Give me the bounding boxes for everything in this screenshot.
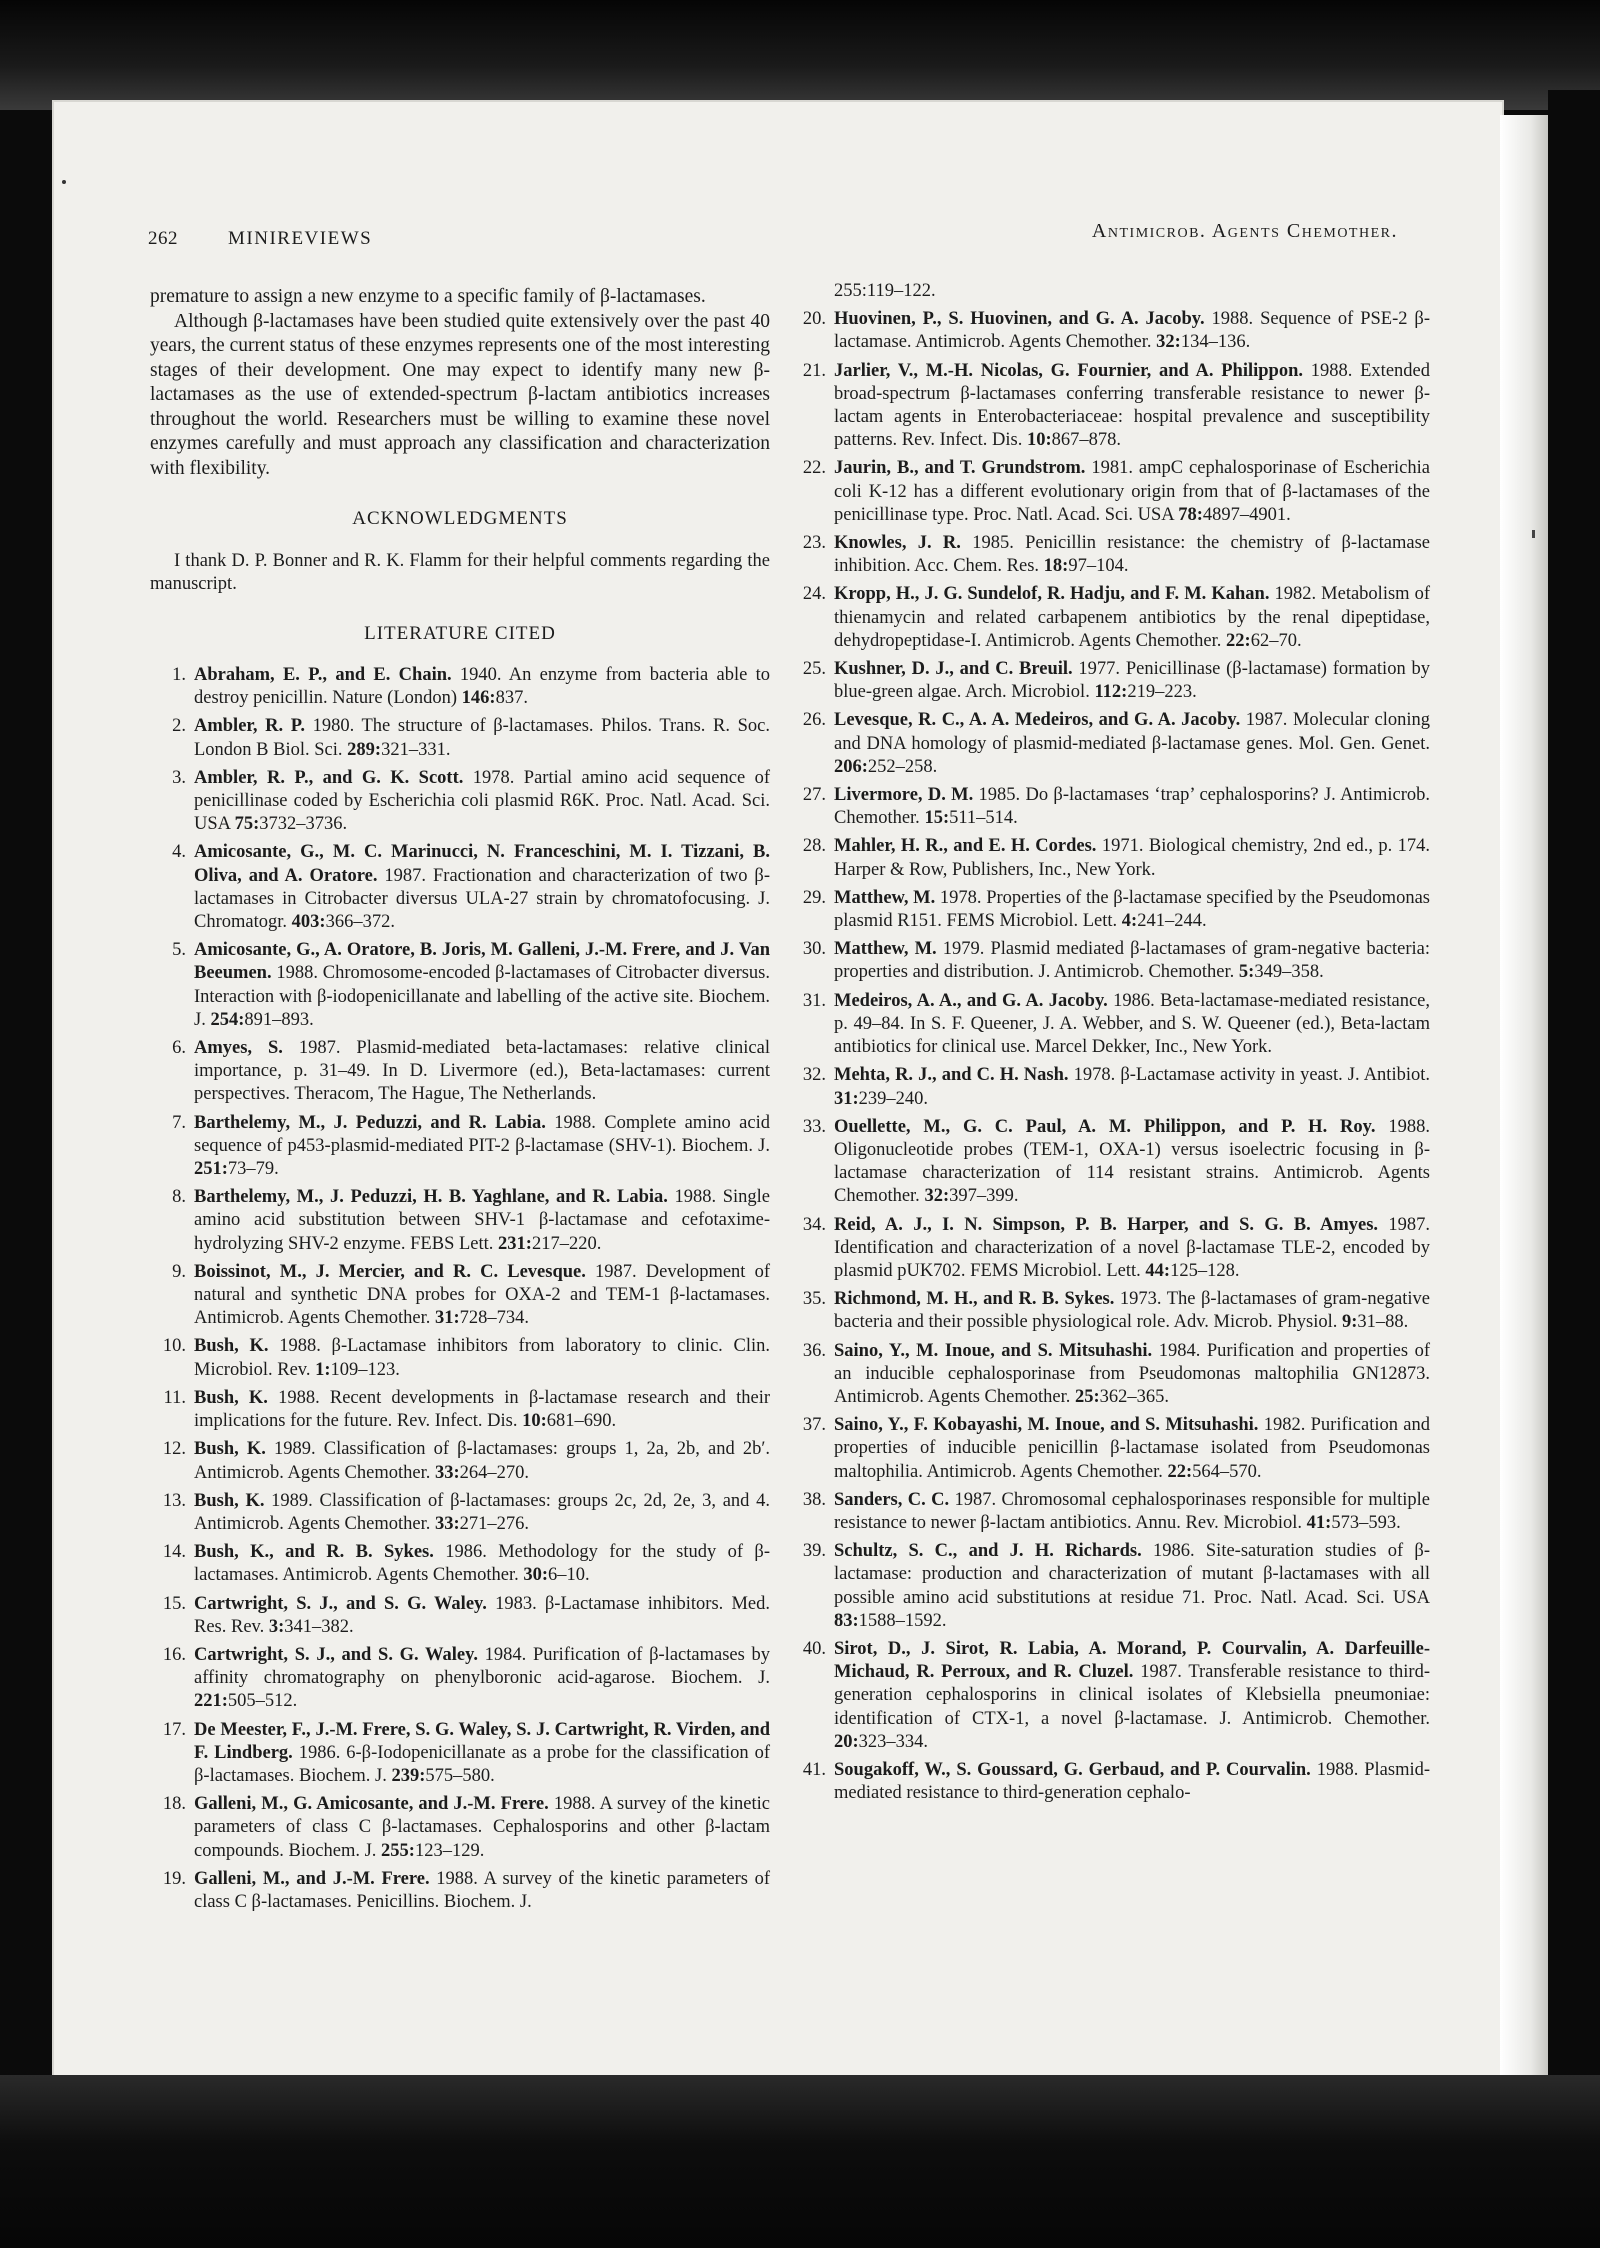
reference-volume: 146: xyxy=(461,688,496,709)
reference-authors: Cartwright, S. J., and S. G. Waley. xyxy=(194,1644,478,1665)
reference-pages: 728–734. xyxy=(459,1308,530,1329)
reference-pages: 321–331. xyxy=(381,739,451,760)
reference-item xyxy=(150,1490,770,1536)
reference-text: 1988. Extended broad-spectrum β-lactamases conferring transferable resistance to newer β-lactam agents in Enterobacteriaceae: hospital prevalence and susceptibility patterns. Rev. Infect. Dis. xyxy=(834,360,1430,451)
reference-item xyxy=(150,841,770,934)
reference-authors: Amicosante, G., A. Oratore, B. Joris, M. Galleni, J.-M. Frere, and J. Van Beeumen. xyxy=(194,940,770,984)
reference-number: 5. xyxy=(172,940,186,961)
reference-text: 1988. Sequence of PSE-2 β-lactamase. Antimicrob. Agents Chemother. xyxy=(834,309,1430,353)
reference-text: 1988. Recent developments in β-lactamase research and their implications for the future. Rev. Infect. Dis. xyxy=(194,1387,771,1432)
reference-item xyxy=(790,658,1430,704)
section-title: MINIREVIEWS xyxy=(228,228,373,249)
running-header xyxy=(148,220,1398,258)
reference-authors: Ambler, R. P., and G. K. Scott. xyxy=(194,767,464,788)
reference-item xyxy=(790,709,1430,779)
reference-text: 1973. The β-lactamases of gram-negative bacteria and their possible physiological role. Adv. Microb. Physiol. xyxy=(834,1289,1430,1333)
reference-volume: 251: xyxy=(194,1159,228,1180)
reference-text: 1977. Penicillinase (β-lactamase) formation by blue-green algae. Arch. Microbiol. xyxy=(834,659,1430,703)
reference-number: 12. xyxy=(162,1439,186,1460)
reference-volume: 10: xyxy=(522,1411,547,1432)
reference-item xyxy=(150,1593,770,1639)
reference-item xyxy=(150,664,770,710)
reference-number: 34. xyxy=(802,1214,826,1235)
acknowledgments-text: I thank D. P. Bonner and R. K. Flamm for their helpful comments regarding the manuscript. xyxy=(150,550,770,594)
reference-number: 31. xyxy=(802,990,826,1011)
reference-volume: 18: xyxy=(1043,556,1069,577)
reference-authors: Saino, Y., M. Inoue, and S. Mitsuhashi. xyxy=(834,1340,1153,1361)
reference-volume: 9: xyxy=(1341,1312,1358,1333)
reference-text: 1989. Classification of β-lactamases: groups 1, 2a, 2b, and 2b′. Antimicrob. Agents Chemother. xyxy=(194,1439,770,1483)
reference-authors: Livermore, D. M. xyxy=(834,785,974,806)
acknowledgments-heading: ACKNOWLEDGMENTS xyxy=(352,508,568,529)
reference-authors: Sougakoff, W., S. Goussard, G. Gerbaud, and P. Courvalin. xyxy=(834,1759,1311,1780)
reference-number: 1. xyxy=(172,665,186,685)
reference-volume: 32: xyxy=(1156,332,1181,353)
reference-item xyxy=(790,1638,1430,1754)
reference-authors: Boissinot, M., J. Mercier, and R. C. Levesque. xyxy=(194,1261,586,1282)
reference-authors: Ambler, R. P. xyxy=(194,716,305,737)
reference-text: 1987. Identification and characterization of a novel β-lactamase TLE-2, encoded by plasmid pUK702. FEMS Microbiol. Lett. xyxy=(834,1214,1431,1281)
reference-text: 1971. Biological chemistry, 2nd ed., p. 174. Harper & Row, Publishers, Inc., New York. xyxy=(834,836,1430,880)
reference-volume: 32: xyxy=(924,1186,950,1207)
reference-authors: Barthelemy, M., J. Peduzzi, and R. Labia. xyxy=(194,1112,546,1133)
reference-pages: 109–123. xyxy=(330,1359,400,1380)
reference-text: 1985. Do β-lactamases ‘trap’ cephalosporins? J. Antimicrob. Chemother. xyxy=(834,785,1430,829)
reference-volume: 33: xyxy=(435,1513,460,1534)
reference-authors: Bush, K. xyxy=(194,1439,266,1460)
reference-text: 1984. Purification and properties of an inducible cephalosporinase from Pseudomonas maltophilia GN12873. Antimicrob. Agents Chemother. xyxy=(834,1340,1431,1407)
reference-authors: Matthew, M. xyxy=(834,887,936,908)
reference-number: 4. xyxy=(172,842,186,863)
reference-authors: Amyes, S. xyxy=(194,1038,283,1059)
reference-number: 6. xyxy=(172,1038,186,1059)
reference-volume: 78: xyxy=(1178,504,1203,525)
reference-item xyxy=(790,1214,1430,1284)
reference-volume: 403: xyxy=(291,912,326,933)
reference-list-right xyxy=(790,308,1430,1805)
reference-number: 17. xyxy=(162,1719,186,1740)
reference-item xyxy=(790,583,1430,653)
reference-pages: 217–220. xyxy=(531,1233,602,1254)
reference-pages: 397–399. xyxy=(949,1186,1019,1207)
reference-text: 1989. Classification of β-lactamases: groups 2c, 2d, 2e, 3, and 4. Antimicrob. Agents Chemother. xyxy=(194,1490,770,1534)
reference-text: 1987. Molecular cloning and DNA homology of plasmid-mediated β-lactamase genes. Mol. Gen. Genet. xyxy=(834,710,1431,754)
reference-number: 21. xyxy=(802,360,826,381)
reference-text: 1987. Fractionation and characterization of two β-lactamases in Citrobacter diversus ULA-27 strain by chromatofocusing. J. Chromatogr. xyxy=(194,865,771,933)
reference-item xyxy=(790,360,1430,453)
reference-number: 40. xyxy=(802,1638,826,1659)
reference-authors: Bush, K. xyxy=(194,1490,265,1511)
reference-volume: 44: xyxy=(1145,1260,1171,1281)
reference-number: 8. xyxy=(172,1187,186,1208)
literature-heading: LITERATURE CITED xyxy=(364,622,556,644)
reference-text: 1987. Chromosomal cephalosporinases responsible for multiple resistance to newer β-lactam antibiotics. Annu. Rev. Microbiol. xyxy=(834,1489,1431,1533)
reference-volume: 231: xyxy=(498,1233,532,1254)
reference-authors: Bush, K., and R. B. Sykes. xyxy=(194,1542,434,1563)
scan-border-bottom xyxy=(0,2075,1600,2248)
reference-authors: Ouellette, M., G. C. Paul, A. M. Philippon, and P. H. Roy. xyxy=(834,1116,1376,1137)
reference-authors: Levesque, R. C., A. A. Medeiros, and G. A. Jacoby. xyxy=(834,710,1241,731)
reference-pages: 241–244. xyxy=(1137,911,1207,932)
reference-item xyxy=(790,1116,1430,1209)
reference-pages: 1588–1592. xyxy=(858,1610,947,1631)
reference-authors: Sirot, D., J. Sirot, R. Labia, A. Morand, P. Courvalin, A. Darfeuille-Michaud, R. Perroux, and R. Cluzel. xyxy=(834,1638,1430,1683)
reference-pages: 564–570. xyxy=(1192,1461,1262,1482)
reference-authors: Bush, K. xyxy=(194,1336,269,1357)
reference-pages: 891–893. xyxy=(244,1009,314,1030)
reference-pages: 219–223. xyxy=(1127,682,1197,703)
reference-pages: 573–593. xyxy=(1331,1512,1401,1533)
reference-item xyxy=(790,457,1430,527)
reference-number: 37. xyxy=(802,1415,826,1436)
reference-text: 1986. 6-β-Iodopenicillanate as a probe for the classification of β-lactamases. Biochem. J. xyxy=(194,1742,770,1786)
reference-text: 1940. An enzyme from bacteria able to destroy penicillin. Nature (London) xyxy=(194,665,771,709)
reference-text: 1988. Plasmid-mediated resistance to third-generation cephalo- xyxy=(834,1759,1431,1804)
reference-authors: Mahler, H. R., and E. H. Cordes. xyxy=(834,836,1097,857)
reference-pages: 6–10. xyxy=(548,1565,590,1586)
reference-number: 35. xyxy=(802,1289,826,1310)
reference-number: 20. xyxy=(802,309,826,330)
body-paragraph: premature to assign a new enzyme to a specific family of β-lactamases. xyxy=(150,286,706,307)
reference-volume: 31: xyxy=(834,1088,859,1109)
reference-number: 3. xyxy=(172,767,186,788)
reference-item xyxy=(790,784,1430,830)
reference-volume: 254: xyxy=(210,1009,245,1030)
reference-authors: Jaurin, B., and T. Grundstrom. xyxy=(834,458,1086,479)
reference-item xyxy=(150,767,770,837)
reference-pages: 239–240. xyxy=(858,1088,929,1109)
reference-authors: Knowles, J. R. xyxy=(834,533,961,554)
reference-item xyxy=(150,1335,770,1381)
reference-item xyxy=(150,1793,770,1863)
reference-pages: 123–129. xyxy=(414,1840,485,1861)
reference-item xyxy=(150,1387,770,1433)
reference-item xyxy=(790,532,1430,578)
reference-volume: 255: xyxy=(381,1840,415,1861)
reference-volume: 289: xyxy=(347,739,382,760)
reference-authors: De Meester, F., J.-M. Frere, S. G. Waley, S. J. Cartwright, R. Virden, and F. Lindberg. xyxy=(194,1719,770,1763)
reference-text: 1980. The structure of β-lactamases. Philos. Trans. R. Soc. London B Biol. Sci. xyxy=(194,716,770,760)
reference-authors: Abraham, E. P., and E. Chain. xyxy=(194,665,452,685)
reference-volume: 221: xyxy=(194,1691,228,1712)
reference-pages: 62–70. xyxy=(1250,630,1302,651)
reference-item xyxy=(790,938,1430,984)
reference-text: 1988. β-Lactamase inhibitors from laboratory to clinic. Clin. Microbiol. Rev. xyxy=(194,1336,770,1380)
reference-pages: 323–334. xyxy=(858,1731,929,1752)
scan-border-top xyxy=(0,0,1600,110)
reference-pages: 681–690. xyxy=(546,1411,617,1432)
reference-authors: Kropp, H., J. G. Sundelof, R. Hadju, and F. M. Kahan. xyxy=(834,584,1270,605)
reference-item xyxy=(150,1719,770,1789)
reference-pages: 252–258. xyxy=(867,756,938,777)
reference-authors: Amicosante, G., M. C. Marinucci, N. Franceschini, M. I. Tizzani, B. Oliva, and A. Oratore. xyxy=(194,842,770,886)
reference-authors: Kushner, D. J., and C. Breuil. xyxy=(834,659,1073,680)
reference-authors: Bush, K. xyxy=(194,1387,268,1408)
reference-pages: 575–580. xyxy=(425,1765,495,1786)
reference-list-left xyxy=(150,664,770,1914)
reference-text: 1986. Methodology for the study of β-lactamases. Antimicrob. Agents Chemother. xyxy=(194,1542,770,1586)
reference-number: 32. xyxy=(802,1065,826,1086)
reference-pages: 837. xyxy=(495,688,528,709)
reference-number: 41. xyxy=(802,1759,826,1780)
reference-item xyxy=(790,1288,1430,1334)
reference-pages: 341–382. xyxy=(284,1616,354,1637)
reference-volume: 3: xyxy=(268,1616,285,1637)
reference-volume: 83: xyxy=(834,1610,859,1631)
reference-number: 33. xyxy=(802,1116,826,1137)
reference-number: 13. xyxy=(162,1490,186,1511)
reference-item xyxy=(790,1759,1430,1805)
reference-authors: Saino, Y., F. Kobayashi, M. Inoue, and S. Mitsuhashi. xyxy=(834,1415,1259,1436)
reference-authors: Huovinen, P., S. Huovinen, and G. A. Jacoby. xyxy=(834,309,1205,330)
reference-item xyxy=(150,1112,770,1182)
reference-item xyxy=(790,835,1430,881)
reference-volume: 5: xyxy=(1238,962,1255,983)
reference-continuation: 255:119–122. xyxy=(834,281,936,301)
reference-number: 19. xyxy=(162,1868,186,1889)
reference-number: 27. xyxy=(802,785,826,806)
reference-text: 1978. Partial amino acid sequence of penicillinase coded by Escherichia coli plasmid R6K. Proc. Natl. Acad. Sci. USA xyxy=(194,767,770,835)
reference-volume: 15: xyxy=(924,808,950,829)
reference-text: 1982. Metabolism of thienamycin and related carbapenem antibiotics by the renal dipeptidase, dehydropeptidase-I. Antimicrob. Agents Chemother. xyxy=(834,584,1430,651)
reference-text: 1978. β-Lactamase activity in yeast. J. Antibiot. xyxy=(1068,1065,1430,1086)
reference-text: 1983. β-Lactamase inhibitors. Med. Res. Rev. xyxy=(194,1593,770,1637)
reference-item xyxy=(790,887,1430,933)
reference-volume: 10: xyxy=(1027,430,1052,451)
reference-number: 9. xyxy=(172,1261,186,1282)
reference-item xyxy=(150,939,770,1032)
reference-number: 29. xyxy=(802,887,826,908)
reference-pages: 31–88. xyxy=(1357,1312,1409,1333)
reference-pages: 125–128. xyxy=(1170,1260,1240,1281)
reference-authors: Barthelemy, M., J. Peduzzi, H. B. Yaghlane, and R. Labia. xyxy=(194,1187,668,1208)
reference-item xyxy=(150,1644,770,1714)
reference-pages: 134–136. xyxy=(1180,332,1251,353)
reference-text: 1978. Properties of the β-lactamase specified by the Pseudomonas plasmid R151. FEMS Microbiol. Lett. xyxy=(834,887,1430,932)
reference-pages: 97–104. xyxy=(1068,556,1129,577)
reference-pages: 349–358. xyxy=(1254,962,1324,983)
reference-item xyxy=(150,1868,770,1914)
body-paragraph: Although β-lactamases have been studied quite extensively over the past 40 years, the current status of these enzymes represents one of the most interesting stages of their development. One may expect to identify many new β-lactamases as the use of extended-spectrum β-lactam antibiotics increases throughout the world. Researchers must be willing to examine these novel enzymes carefully and must approach any classification and characterization with flexibility. xyxy=(150,310,771,479)
reference-number: 22. xyxy=(802,458,826,479)
reference-item xyxy=(150,715,770,761)
reference-text: 1988. A survey of the kinetic parameters of class C β-lactamases. Cephalosporins and other β-lactam compounds. Biochem. J. xyxy=(194,1794,770,1861)
reference-number: 11. xyxy=(163,1387,186,1408)
reference-authors: Galleni, M., and J.-M. Frere. xyxy=(194,1868,430,1889)
reference-item xyxy=(790,1064,1430,1110)
left-column xyxy=(150,285,770,1919)
reference-text: 1988. Complete amino acid sequence of p453-plasmid-mediated PIT-2 β-lactamase (SHV-1). Biochem. J. xyxy=(194,1112,770,1156)
reference-authors: Matthew, M. xyxy=(834,939,937,960)
reference-volume: 22: xyxy=(1167,1461,1193,1482)
reference-volume: 25: xyxy=(1075,1386,1100,1407)
reference-item xyxy=(790,308,1430,354)
page-edge-strip xyxy=(1500,115,1552,2100)
right-column xyxy=(790,280,1430,1810)
reference-item xyxy=(150,1541,770,1587)
reference-number: 7. xyxy=(172,1112,186,1133)
reference-number: 38. xyxy=(802,1489,826,1510)
reference-item xyxy=(150,1438,770,1484)
reference-text: 1988. Oligonucleotide probes (TEM-1, OXA-1) versus isoelectric focusing in β-lactamase characterization of 114 resistant strains. Antimicrob. Agents Chemother. xyxy=(834,1116,1430,1207)
reference-volume: 22: xyxy=(1226,630,1251,651)
reference-number: 14. xyxy=(162,1542,186,1563)
reference-item xyxy=(790,990,1430,1060)
reference-authors: Sanders, C. C. xyxy=(834,1489,950,1510)
scan-mark xyxy=(1532,530,1535,538)
reference-text: 1981. ampC cephalosporinase of Escherichia coli K-12 has a different evolutionary origin from that of β-lactamases of the penicillinase type. Proc. Natl. Acad. Sci. USA xyxy=(834,458,1430,525)
reference-item xyxy=(150,1261,770,1331)
reference-text: 1986. Beta-lactamase-mediated resistance, p. 49–84. In S. F. Queener, J. A. Webber, and S. W. Queener (ed.), Beta-lactam antibiotics for clinical use. Marcel Dekker, Inc., New York. xyxy=(834,990,1430,1058)
reference-authors: Richmond, M. H., and R. B. Sykes. xyxy=(834,1289,1115,1310)
reference-authors: Galleni, M., G. Amicosante, and J.-M. Frere. xyxy=(194,1794,549,1815)
reference-volume: 206: xyxy=(834,756,868,777)
reference-authors: Cartwright, S. J., and S. G. Waley. xyxy=(194,1593,487,1614)
reference-pages: 264–270. xyxy=(459,1462,530,1483)
reference-volume: 33: xyxy=(435,1462,460,1483)
reference-pages: 73–79. xyxy=(227,1159,279,1180)
reference-number: 25. xyxy=(802,659,826,680)
reference-text: 1986. Site-saturation studies of β-lactamase: production and characterization of mutant β-lactamases with all possible amino acid substitutions at residue 71. Proc. Natl. Acad. Sci. USA xyxy=(834,1541,1430,1608)
reference-volume: 1: xyxy=(315,1359,331,1380)
reference-volume: 30: xyxy=(523,1565,549,1586)
reference-pages: 4897–4901. xyxy=(1202,504,1291,525)
reference-text: 1982. Purification and properties of inducible penicillin β-lactamase isolated from Pseudomonas maltophilia. Antimicrob. Agents Chemother. xyxy=(834,1415,1430,1482)
reference-volume: 112: xyxy=(1094,682,1128,703)
journal-name: Antimicrob. Agents Chemother. xyxy=(1091,220,1398,242)
page-number: 262 xyxy=(148,228,178,249)
reference-item xyxy=(150,1186,770,1256)
scan-speck xyxy=(62,180,66,184)
reference-number: 30. xyxy=(802,939,826,960)
reference-pages: 3732–3736. xyxy=(259,814,348,835)
scan-border-right xyxy=(1548,90,1600,2248)
reference-volume: 20: xyxy=(834,1731,859,1752)
reference-volume: 75: xyxy=(234,814,260,835)
reference-number: 28. xyxy=(802,836,826,857)
reference-pages: 511–514. xyxy=(949,808,1018,829)
reference-number: 23. xyxy=(802,533,826,554)
reference-number: 16. xyxy=(162,1644,186,1665)
reference-text: 1988. Chromosome-encoded β-lactamases of Citrobacter diversus. Interaction with β-iodopenicillanate and labelling of the active site. Biochem. J. xyxy=(194,963,770,1030)
reference-authors: Medeiros, A. A., and G. A. Jacoby. xyxy=(834,990,1108,1011)
reference-number: 15. xyxy=(162,1593,186,1614)
reference-text: 1987. Transferable resistance to third-generation cephalosporins in clinical isolates of Klebsiella pneumoniae: identification of CTX-1, a novel β-lactamase. J. Antimicrob. Chemother. xyxy=(834,1662,1430,1729)
reference-authors: Mehta, R. J., and C. H. Nash. xyxy=(834,1065,1069,1086)
reference-authors: Schultz, S. C., and J. H. Richards. xyxy=(834,1541,1142,1562)
reference-item xyxy=(790,1414,1430,1484)
reference-number: 18. xyxy=(162,1794,186,1815)
reference-text: 1987. Plasmid-mediated beta-lactamases: relative clinical importance, p. 31–49. In D. Livermore (ed.), Beta-lactamases: current perspectives. Theracom, The Hague, The Netherlands. xyxy=(194,1038,770,1105)
reference-number: 24. xyxy=(802,584,826,605)
reference-pages: 505–512. xyxy=(227,1691,298,1712)
reference-volume: 31: xyxy=(435,1308,460,1329)
reference-number: 26. xyxy=(802,710,826,731)
reference-text: 1987. Development of natural and synthetic DNA probes for OXA-2 and TEM-1 β-lactamases. Antimicrob. Agents Chemother. xyxy=(194,1261,770,1329)
reference-text: 1985. Penicillin resistance: the chemistry of β-lactamase inhibition. Acc. Chem. Res. xyxy=(834,533,1430,577)
reference-number: 2. xyxy=(172,716,186,737)
reference-number: 36. xyxy=(802,1340,826,1361)
reference-pages: 366–372. xyxy=(325,912,395,933)
reference-item xyxy=(790,1489,1430,1535)
reference-text: 1979. Plasmid mediated β-lactamases of gram-negative bacteria: properties and distribution. J. Antimicrob. Chemother. xyxy=(834,939,1430,983)
reference-text: 1988. A survey of the kinetic parameters of class C β-lactamases. Penicillins. Biochem. J. xyxy=(194,1868,770,1912)
reference-number: 39. xyxy=(802,1541,826,1562)
reference-text: 1988. Single amino acid substitution between SHV-1 β-lactamase and cefotaxime-hydrolyzing SHV-2 enzyme. FEBS Lett. xyxy=(194,1187,770,1254)
reference-pages: 271–276. xyxy=(459,1513,530,1534)
reference-volume: 239: xyxy=(391,1765,426,1786)
reference-pages: 362–365. xyxy=(1099,1386,1170,1407)
reference-item xyxy=(150,1037,770,1107)
reference-volume: 41: xyxy=(1306,1512,1332,1533)
reference-item xyxy=(790,1340,1430,1410)
reference-volume: 4: xyxy=(1121,911,1138,932)
reference-number: 10. xyxy=(162,1336,186,1357)
reference-authors: Reid, A. J., I. N. Simpson, P. B. Harper, and S. G. B. Amyes. xyxy=(834,1214,1379,1235)
reference-item xyxy=(790,1540,1430,1633)
reference-text: 1984. Purification of β-lactamases by affinity chromatography on phenylboronic acid-agarose. Biochem. J. xyxy=(194,1644,770,1689)
reference-authors: Jarlier, V., M.-H. Nicolas, G. Fournier, and A. Philippon. xyxy=(834,360,1304,381)
reference-pages: 867–878. xyxy=(1051,430,1122,451)
